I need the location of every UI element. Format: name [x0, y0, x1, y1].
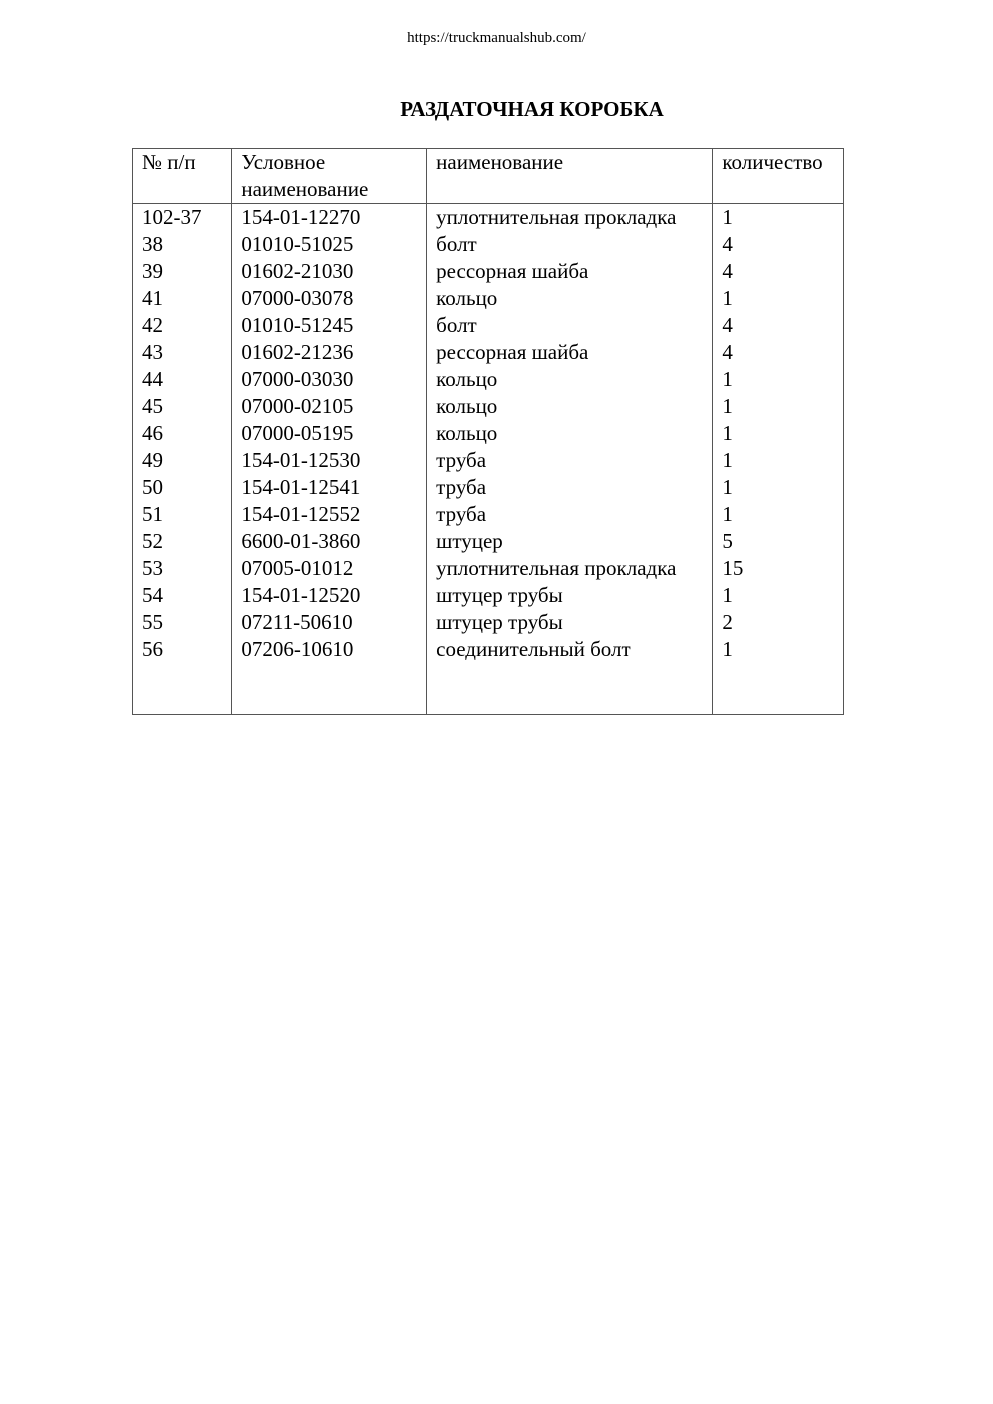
row-name: кольцо	[436, 286, 498, 310]
row-number: 41	[142, 286, 163, 310]
quantity-column-cell	[713, 204, 844, 715]
row-quantity: 1	[722, 448, 733, 472]
number-column-cell	[133, 204, 232, 715]
row-name: болт	[436, 232, 477, 256]
row-code: 01010-51025	[241, 232, 354, 256]
row-name: уплотнительная прокладка	[436, 556, 677, 580]
row-name: рессорная шайба	[436, 340, 589, 364]
row-quantity: 1	[722, 286, 733, 310]
row-quantity: 4	[722, 232, 733, 256]
row-quantity: 1	[722, 583, 733, 607]
number-column-lines	[142, 204, 231, 664]
row-number: 51	[142, 502, 163, 526]
row-quantity: 4	[722, 313, 733, 337]
row-name: труба	[436, 448, 487, 472]
row-name: уплотнительная прокладка	[436, 205, 677, 229]
row-code: 07206-10610	[241, 637, 354, 661]
row-quantity: 1	[722, 502, 733, 526]
row-name: труба	[436, 475, 487, 499]
row-code: 01602-21030	[241, 259, 354, 283]
row-quantity: 4	[722, 259, 733, 283]
row-number: 38	[142, 232, 163, 256]
row-code: 01010-51245	[241, 313, 354, 337]
row-name: кольцо	[436, 394, 498, 418]
column-header-code: Условное наименование	[232, 149, 427, 204]
row-code: 07000-03078	[241, 286, 354, 310]
row-name: кольцо	[436, 421, 498, 445]
row-number: 54	[142, 583, 163, 607]
document-title: РАЗДАТОЧНАЯ КОРОБКА	[400, 97, 664, 121]
row-name: труба	[436, 502, 487, 526]
row-quantity: 5	[722, 529, 733, 553]
row-code: 07000-02105	[241, 394, 354, 418]
row-number: 49	[142, 448, 163, 472]
column-header-number: № п/п	[133, 149, 232, 204]
name-column-cell	[427, 204, 713, 715]
column-header-name: наименование	[427, 149, 713, 204]
row-code: 154-01-12270	[241, 205, 361, 229]
row-name: штуцер трубы	[436, 583, 563, 607]
quantity-column-lines	[722, 204, 843, 664]
row-quantity: 1	[722, 475, 733, 499]
row-code: 07000-03030	[241, 367, 354, 391]
row-number: 45	[142, 394, 163, 418]
row-name: болт	[436, 313, 477, 337]
row-number: 39	[142, 259, 163, 283]
row-number: 53	[142, 556, 163, 580]
source-url: https://truckmanualshub.com/	[407, 30, 586, 46]
row-name: кольцо	[436, 367, 498, 391]
row-quantity: 1	[722, 367, 733, 391]
code-column-lines	[241, 204, 426, 664]
name-column-lines	[436, 204, 712, 664]
row-code: 07005-01012	[241, 556, 354, 580]
row-number: 46	[142, 421, 163, 445]
code-column-cell	[232, 204, 427, 715]
row-code: 154-01-12530	[241, 448, 361, 472]
row-quantity: 4	[722, 340, 733, 364]
row-number: 42	[142, 313, 163, 337]
row-number: 52	[142, 529, 163, 553]
row-code: 154-01-12541	[241, 475, 361, 499]
row-number: 102-37	[142, 205, 202, 229]
row-code: 01602-21236	[241, 340, 354, 364]
row-number: 55	[142, 610, 163, 634]
row-code: 07211-50610	[241, 610, 353, 634]
row-quantity: 15	[722, 556, 744, 580]
row-name: соединительный болт	[436, 637, 631, 661]
row-quantity: 1	[722, 394, 733, 418]
row-code: 154-01-12552	[241, 502, 361, 526]
row-number: 56	[142, 637, 163, 661]
row-code: 6600-01-3860	[241, 529, 361, 553]
column-header-quantity: количество	[713, 149, 844, 204]
row-quantity: 1	[722, 205, 733, 229]
row-quantity: 1	[722, 421, 733, 445]
parts-table	[132, 148, 844, 715]
table-body-row	[133, 204, 844, 715]
row-code: 07000-05195	[241, 421, 354, 445]
row-quantity: 1	[722, 637, 733, 661]
row-number: 43	[142, 340, 163, 364]
row-quantity: 2	[722, 610, 733, 634]
row-number: 44	[142, 367, 163, 391]
row-code: 154-01-12520	[241, 583, 361, 607]
row-name: штуцер трубы	[436, 610, 563, 634]
row-number: 50	[142, 475, 163, 499]
row-name: штуцер	[436, 529, 503, 553]
row-name: рессорная шайба	[436, 259, 589, 283]
table-header-row	[133, 149, 844, 204]
